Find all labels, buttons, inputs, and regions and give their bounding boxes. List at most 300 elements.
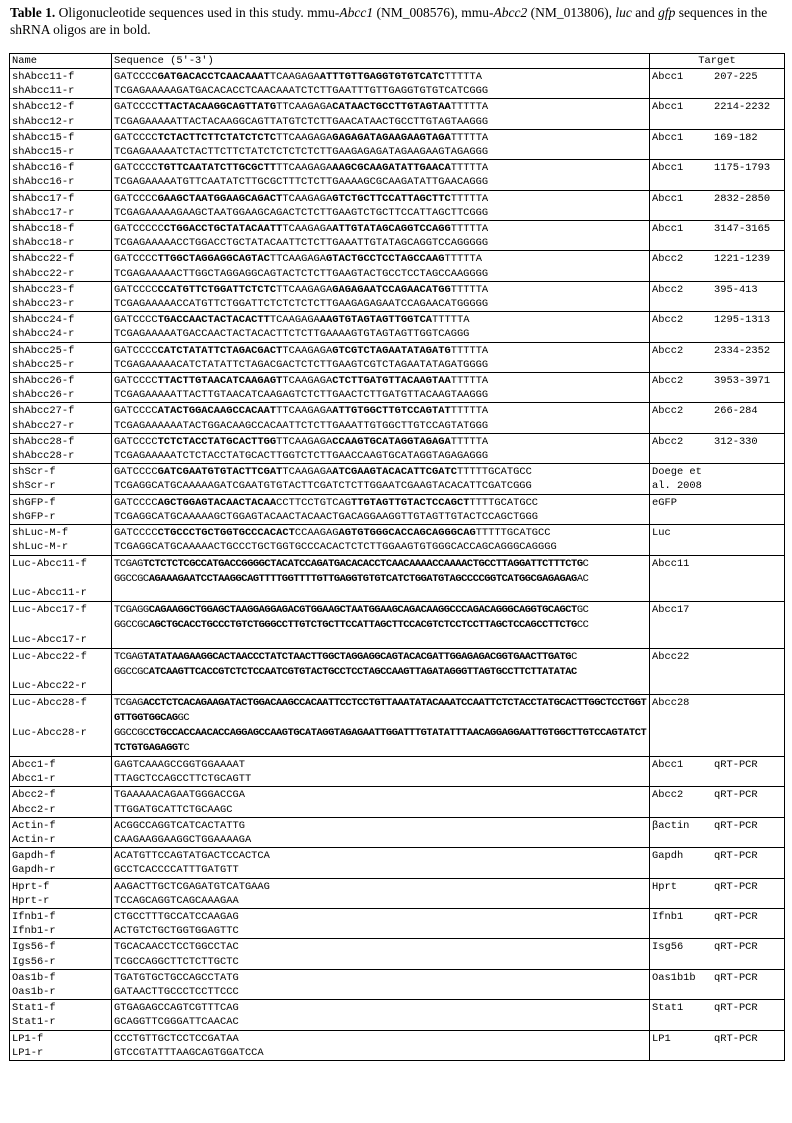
sequence-part: TTTTTA bbox=[450, 405, 489, 418]
bold-sequence: GTCTGCTTCCATTAGCTTC bbox=[332, 192, 451, 205]
bold-sequence: CTGCCACCAACACCAGGAGCCAAGTGCATAGGTAGAGAATTGGATTTGTATATTTAACAGGAGGAATTGTGGCTTGTCCAGTATCTTCTGTGAGAGGT bbox=[114, 727, 647, 754]
target-cell bbox=[650, 464, 785, 494]
sequence-part: TTTTTA bbox=[450, 375, 489, 388]
sequence-part: C bbox=[582, 557, 589, 570]
bold-sequence: TTGGCTAGGAGGCAGTAC bbox=[157, 253, 270, 266]
target-cell bbox=[650, 757, 785, 787]
target-info: 1295-1313 bbox=[714, 314, 771, 327]
sequence-part: GATCCCC bbox=[114, 496, 158, 509]
forward-sequence bbox=[114, 696, 647, 726]
table-row bbox=[10, 878, 785, 908]
oligo-name: Gapdh-f bbox=[12, 850, 56, 863]
oligo-name: shAbcc17-f bbox=[12, 192, 75, 205]
table-row bbox=[10, 555, 785, 602]
table-row bbox=[10, 464, 785, 494]
oligo-name-cell bbox=[10, 342, 112, 372]
target-cell bbox=[650, 281, 785, 311]
sequence-cell bbox=[112, 129, 650, 159]
sequence-part: TTTTTA bbox=[450, 344, 489, 357]
oligo-name-cell bbox=[10, 251, 112, 281]
oligo-name: Actin-r bbox=[12, 834, 56, 847]
sequence-part: TTTTTGCATGCC bbox=[456, 466, 532, 479]
sequence-part: GATCCCC bbox=[114, 344, 158, 357]
oligo-name-cell bbox=[10, 878, 112, 908]
oligo-name: shAbcc22-r bbox=[12, 267, 75, 280]
oligo-name-cell bbox=[10, 281, 112, 311]
sequence-part: TTCAAGAGA bbox=[276, 405, 333, 418]
table-row bbox=[10, 969, 785, 999]
forward-sequence bbox=[114, 131, 647, 145]
table-row bbox=[10, 909, 785, 939]
reverse-primer: GCAGGTTCGGGATTCAACAC bbox=[114, 1016, 239, 1029]
sequence-part: TCGAG bbox=[114, 557, 143, 570]
target-name: Gapdh bbox=[652, 850, 684, 863]
table-row bbox=[10, 1000, 785, 1030]
reverse-primer: TTGGATGCATTCTGCAAGC bbox=[114, 803, 233, 816]
caption-text: and bbox=[631, 5, 659, 20]
sequence-cell bbox=[112, 1000, 650, 1030]
sequence-part: TCGAG bbox=[114, 697, 143, 709]
target-cell bbox=[650, 848, 785, 878]
sequence-part: TCAAGAGA bbox=[282, 223, 333, 236]
target-name: Abcc2 bbox=[652, 283, 684, 296]
target-name: Abcc2 bbox=[652, 789, 684, 802]
target-name: Abcc2 bbox=[652, 405, 684, 418]
caption-gene: Abcc2 bbox=[493, 5, 528, 20]
forward-sequence bbox=[114, 252, 647, 266]
bold-sequence: CATAACTGCCTTGTAGTAA bbox=[332, 101, 451, 114]
sequence-cell bbox=[112, 251, 650, 281]
target-info: 266-284 bbox=[714, 405, 758, 418]
oligo-name: shAbcc11-f bbox=[12, 71, 75, 83]
bold-sequence: TTGTAGTTGTACTCCAGCT bbox=[350, 496, 470, 509]
sequence-part: TCAAGAGA bbox=[282, 344, 333, 357]
target-cell bbox=[650, 1030, 785, 1060]
oligo-name-cell bbox=[10, 464, 112, 494]
forward-primer: GAGTCAAAGCCGGTGGAAAAT bbox=[114, 759, 245, 771]
target-cell bbox=[650, 403, 785, 433]
sequence-part: GATCCCC bbox=[114, 466, 158, 479]
reverse-sequence bbox=[114, 665, 647, 680]
oligo-name: Hprt-f bbox=[12, 880, 50, 893]
sequence-cell bbox=[112, 373, 650, 403]
sequence-cell bbox=[112, 787, 650, 817]
sequence-cell bbox=[112, 878, 650, 908]
oligo-name: Abcc2-f bbox=[12, 789, 56, 802]
table-row bbox=[10, 939, 785, 969]
oligo-name: Luc-Abcc17-r bbox=[12, 633, 87, 646]
target-name: Doege et al. 2008 bbox=[652, 466, 702, 493]
oligo-name: Luc-Abcc28-f bbox=[12, 697, 87, 709]
sequence-part: AC bbox=[576, 572, 589, 585]
target-name: Abcc28 bbox=[652, 697, 690, 709]
sequence-part: GC bbox=[177, 712, 190, 724]
oligo-name: Abcc2-r bbox=[12, 803, 56, 816]
target-name: Abcc22 bbox=[652, 650, 690, 663]
oligo-name-cell bbox=[10, 190, 112, 220]
sequence-part: TTCAAGAGA bbox=[276, 283, 333, 296]
reverse-sequence: TCGAGAAAAAGAAGCTAATGGAAGCAGACTCTCTTGAAGTCTGCTTCCATTAGCTTCGGG bbox=[114, 206, 489, 219]
target-info: qRT-PCR bbox=[714, 880, 758, 893]
oligo-name: LP1-f bbox=[12, 1032, 44, 1045]
oligo-name: shScr-f bbox=[12, 466, 56, 479]
sequence-part: GATCCCC bbox=[114, 192, 158, 205]
oligo-name-cell bbox=[10, 939, 112, 969]
target-name: Stat1 bbox=[652, 1002, 684, 1015]
oligo-name: shAbcc22-f bbox=[12, 253, 75, 266]
table-caption bbox=[10, 4, 782, 38]
sequence-cell bbox=[112, 757, 650, 787]
target-name: Abcc1 bbox=[652, 192, 684, 205]
bold-sequence: TTACTTGTAACATCAAGAGT bbox=[157, 375, 283, 388]
oligo-name: LP1-r bbox=[12, 1046, 44, 1059]
bold-sequence: TCTACTTCTTCTATCTCTC bbox=[157, 131, 277, 144]
sequence-part: TCAAGAGA bbox=[269, 314, 320, 327]
sequence-part: GATCCCC bbox=[114, 527, 158, 540]
reverse-sequence: TCGAGAAAAATCTACTTCTTCTATCTCTCTCTCTTGAAGAGAGATAGAAGAAGTAGAGGG bbox=[114, 146, 489, 159]
sequence-part: GATCCCC bbox=[114, 314, 158, 327]
forward-sequence bbox=[114, 526, 647, 540]
target-name: βactin bbox=[652, 819, 690, 832]
oligo-name: shAbcc12-r bbox=[12, 115, 75, 128]
reverse-primer: TCGCCAGGCTTCTCTTGCTC bbox=[114, 955, 239, 968]
sequence-part: C bbox=[183, 742, 190, 754]
reverse-sequence: TCGAGAAAAACCTGGACCTGCTATACAATTCTCTTGAAATTGTATAGCAGGTCCAGGGGG bbox=[114, 237, 489, 250]
forward-primer: TGATGTGCTGCCAGCCTATG bbox=[114, 971, 239, 984]
target-cell bbox=[650, 525, 785, 555]
forward-primer: GTGAGAGCCAGTCGTTTCAG bbox=[114, 1002, 239, 1015]
target-info: 169-182 bbox=[714, 131, 758, 144]
oligo-name-cell bbox=[10, 817, 112, 847]
oligo-name: Hprt-r bbox=[12, 894, 50, 907]
oligo-name: shAbcc16-r bbox=[12, 176, 75, 189]
oligo-name-cell bbox=[10, 757, 112, 787]
table-row bbox=[10, 281, 785, 311]
sequence-part: TTTTTA bbox=[450, 131, 489, 144]
bold-sequence: AGAAAGAATCCTAAGGCAGTTTTGGTTTTGTTGAGGTGTGTCATCTGGATGTAGCCCCGGTCATGGCGAGAGAG bbox=[148, 572, 577, 585]
forward-sequence bbox=[114, 650, 647, 665]
target-info: qRT-PCR bbox=[714, 789, 758, 802]
sequence-part: GATCCCC bbox=[114, 253, 158, 266]
target-info: 207-225 bbox=[714, 71, 758, 83]
oligo-name: shGFP-r bbox=[12, 510, 56, 523]
caption-label: Table 1. bbox=[10, 5, 56, 20]
oligo-name: shAbcc26-f bbox=[12, 375, 75, 388]
table-row bbox=[10, 695, 785, 757]
target-name: Abcc1 bbox=[652, 71, 684, 83]
sequence-part: GATCCCC bbox=[114, 131, 158, 144]
spacer bbox=[12, 572, 109, 587]
oligo-name: Ifnb1-r bbox=[12, 925, 56, 938]
oligo-name: Gapdh-r bbox=[12, 864, 56, 877]
sequence-cell bbox=[112, 848, 650, 878]
table-row bbox=[10, 525, 785, 555]
reverse-sequence bbox=[114, 726, 647, 756]
sequence-part: TTCAAGAGA bbox=[276, 435, 333, 448]
sequence-cell bbox=[112, 312, 650, 342]
sequence-cell bbox=[112, 695, 650, 757]
forward-primer: ACATGTTCCAGTATGACTCCACTCA bbox=[114, 850, 270, 863]
sequence-part: GC bbox=[576, 604, 589, 616]
target-name: Abcc17 bbox=[652, 604, 690, 616]
oligo-name: Luc-Abcc22-f bbox=[12, 650, 87, 663]
sequence-part: TTTTTA bbox=[450, 223, 489, 236]
target-name: LP1 bbox=[652, 1032, 671, 1045]
table-row bbox=[10, 848, 785, 878]
oligo-name-cell bbox=[10, 69, 112, 99]
oligo-name: Oas1b-r bbox=[12, 986, 56, 999]
oligo-name: shLuc-M-f bbox=[12, 527, 69, 540]
bold-sequence: CCATGTTCTGGATTCTCTC bbox=[157, 283, 277, 296]
sequence-part: GATCCCC bbox=[114, 375, 158, 388]
oligo-name: Abcc1-f bbox=[12, 759, 56, 771]
sequence-part: TTTTTA bbox=[432, 314, 470, 327]
oligo-name-cell bbox=[10, 312, 112, 342]
target-name: Abcc1 bbox=[652, 101, 684, 114]
target-name: Abcc11 bbox=[652, 557, 690, 570]
sequence-part: GATCCCC bbox=[114, 71, 158, 83]
forward-sequence bbox=[114, 283, 647, 297]
oligo-name: Luc-Abcc11-r bbox=[12, 587, 87, 599]
reverse-sequence: TCGAGAAAAACTTGGCTAGGAGGCAGTACTCTCTTGAAGTACTGCCTCCTAGCCAAGGGG bbox=[114, 267, 489, 280]
forward-primer: CTGCCTTTGCCATCCAAGAG bbox=[114, 911, 239, 924]
table-row bbox=[10, 160, 785, 190]
target-info: 2334-2352 bbox=[714, 344, 771, 357]
reverse-primer: TTAGCTCCAGCCTTCTGCAGTT bbox=[114, 773, 252, 786]
bold-sequence: AAGCGCAAGATATTGAACA bbox=[332, 162, 451, 175]
forward-sequence bbox=[114, 557, 647, 572]
sequence-part: TTCAAGAGA bbox=[276, 101, 333, 114]
table-row bbox=[10, 251, 785, 281]
bold-sequence: AGTGTGGGCACCAGCAGGGCAG bbox=[338, 527, 476, 540]
bold-sequence: CCAAGTGCATAGGTAGAGA bbox=[332, 435, 451, 448]
reverse-sequence bbox=[114, 572, 647, 587]
table-row bbox=[10, 648, 785, 695]
bold-sequence: AGCTGCACCTGCCCTGTCTGGGCCTTGTCTGCTTCCATTAGCTTCCACGTCTCCTCCTTAGCTCCAGCCTTCTG bbox=[148, 619, 577, 631]
oligo-name: shAbcc18-r bbox=[12, 237, 75, 250]
target-name: Hprt bbox=[652, 880, 677, 893]
target-cell bbox=[650, 648, 785, 695]
reverse-sequence: TCGAGAAAAATCTCTACCTATGCACTTGGTCTCTTGAACCAAGTGCATAGGTAGAGAGGG bbox=[114, 450, 489, 463]
oligo-name-cell bbox=[10, 555, 112, 602]
sequence-cell bbox=[112, 817, 650, 847]
sequence-cell bbox=[112, 909, 650, 939]
caption-gene: luc bbox=[615, 5, 632, 20]
target-name: Abcc2 bbox=[652, 344, 684, 357]
target-cell bbox=[650, 878, 785, 908]
bold-sequence: GATCGAATGTGTACTTCGAT bbox=[157, 466, 283, 479]
target-cell bbox=[650, 129, 785, 159]
oligo-name-cell bbox=[10, 373, 112, 403]
forward-sequence bbox=[114, 374, 647, 388]
bold-sequence: GAGAGAATCCAGAACATGG bbox=[332, 283, 451, 296]
target-cell bbox=[650, 817, 785, 847]
oligo-name: Luc-Abcc22-r bbox=[12, 680, 87, 692]
bold-sequence: TGTTCAATATCTTGCGCTT bbox=[157, 162, 277, 175]
target-cell bbox=[650, 69, 785, 99]
target-cell bbox=[650, 695, 785, 757]
caption-text: Oligonucleotide sequences used in this study. mmu- bbox=[55, 5, 340, 20]
target-info: 312-330 bbox=[714, 435, 758, 448]
reverse-primer: TCCAGCAGGTCAGCAAAGAA bbox=[114, 894, 239, 907]
forward-primer: ACGGCCAGGTCATCACTATTG bbox=[114, 819, 245, 832]
bold-sequence: TTACTACAAGGCAGTTATG bbox=[157, 101, 277, 114]
oligo-name: Abcc1-r bbox=[12, 773, 56, 786]
table-row bbox=[10, 129, 785, 159]
sequence-part: TTCAAGAGA bbox=[276, 162, 333, 175]
sequence-cell bbox=[112, 281, 650, 311]
sequence-part: CCTTCCTGTCAG bbox=[276, 496, 351, 509]
table-row bbox=[10, 342, 785, 372]
target-info: 3147-3165 bbox=[714, 223, 771, 236]
reverse-sequence: TCGAGAAAAATGACCAACTACTACACTTCTCTTGAAAAGTGTAGTAGTTGGTCAGGG bbox=[114, 328, 470, 341]
sequence-cell bbox=[112, 525, 650, 555]
oligo-name-cell bbox=[10, 909, 112, 939]
oligo-name: shAbcc28-f bbox=[12, 435, 75, 448]
oligo-name-cell bbox=[10, 494, 112, 524]
bold-sequence: CATCTATATTCTAGACGACT bbox=[157, 344, 283, 357]
bold-sequence: CTCTTGATGTTACAAGTAA bbox=[332, 375, 451, 388]
oligo-name: shGFP-f bbox=[12, 496, 56, 509]
reverse-sequence: TCGAGAAAAAATACTGGACAAGCCACAATTCTCTTGAAATTGTGGCTTGTCCAGTATGGG bbox=[114, 419, 489, 432]
sequence-cell bbox=[112, 342, 650, 372]
table-row bbox=[10, 403, 785, 433]
sequence-cell bbox=[112, 939, 650, 969]
forward-sequence bbox=[114, 603, 647, 618]
sequence-part: TCAAGAGA bbox=[282, 375, 333, 388]
target-cell bbox=[650, 602, 785, 649]
sequence-cell bbox=[112, 221, 650, 251]
oligo-name-cell bbox=[10, 403, 112, 433]
forward-sequence bbox=[114, 70, 647, 84]
target-cell bbox=[650, 787, 785, 817]
oligo-name-cell bbox=[10, 969, 112, 999]
target-name: Abcc1 bbox=[652, 759, 684, 771]
table-row bbox=[10, 757, 785, 787]
forward-primer: AAGACTTGCTCGAGATGTCATGAAG bbox=[114, 880, 270, 893]
oligo-name: shAbcc25-r bbox=[12, 358, 75, 371]
bold-sequence: TCTCTACCTATGCACTTGG bbox=[157, 435, 277, 448]
target-cell bbox=[650, 251, 785, 281]
target-info: qRT-PCR bbox=[714, 819, 758, 832]
forward-primer: CCCTGTTGCTCCTCCGATAA bbox=[114, 1032, 239, 1045]
target-info: 2832-2850 bbox=[714, 192, 771, 205]
oligo-name-cell bbox=[10, 129, 112, 159]
sequence-part: TCAAGAGA bbox=[282, 466, 333, 479]
sequence-part: TTTTTA bbox=[450, 435, 489, 448]
table-body bbox=[10, 69, 785, 1061]
bold-sequence: GTCGTCTAGAATATAGATG bbox=[332, 344, 451, 357]
table-row bbox=[10, 433, 785, 463]
oligo-name: Stat1-r bbox=[12, 1016, 56, 1029]
bold-sequence: CTGGACCTGCTATACAATT bbox=[163, 223, 283, 236]
oligo-name: shAbcc15-r bbox=[12, 146, 75, 159]
table-row bbox=[10, 221, 785, 251]
sequence-cell bbox=[112, 99, 650, 129]
sequence-cell bbox=[112, 969, 650, 999]
bold-sequence: GATGACACCTCAACAAAT bbox=[157, 71, 270, 83]
sequence-part: TTCAAGAGA bbox=[269, 253, 327, 266]
sequence-cell bbox=[112, 69, 650, 99]
target-info: qRT-PCR bbox=[714, 759, 758, 771]
oligo-name: shAbcc28-r bbox=[12, 450, 75, 463]
table-row bbox=[10, 787, 785, 817]
oligo-name: shAbcc26-r bbox=[12, 389, 75, 402]
sequence-part: GGCCGC bbox=[114, 619, 149, 631]
reverse-sequence: TCGAGGCATGCAAAAAGATCGAATGTGTACTTCGATCTCTTGGAATCGAAGTACACATTCGATCGGG bbox=[114, 480, 532, 493]
sequence-cell bbox=[112, 433, 650, 463]
oligo-name-cell bbox=[10, 695, 112, 757]
sequence-part: TCGAG bbox=[114, 650, 143, 663]
forward-sequence bbox=[114, 161, 647, 175]
target-cell bbox=[650, 433, 785, 463]
oligo-name: Oas1b-f bbox=[12, 971, 56, 984]
bold-sequence: CTGCCCTGCTGGTGCCCACACT bbox=[157, 527, 295, 540]
table-row bbox=[10, 817, 785, 847]
target-cell bbox=[650, 494, 785, 524]
target-cell bbox=[650, 160, 785, 190]
forward-primer: TGCACAACCTCCTGGCCTAC bbox=[114, 941, 239, 954]
sequence-part: TTTTTA bbox=[450, 162, 489, 175]
table-row bbox=[10, 1030, 785, 1060]
sequence-part: GATCCCCC bbox=[114, 223, 164, 236]
sequence-part: TTTTTA bbox=[450, 101, 489, 114]
oligo-name-cell bbox=[10, 848, 112, 878]
oligo-name: shAbcc23-r bbox=[12, 298, 75, 311]
sequence-part: GATCCCC bbox=[114, 405, 158, 418]
oligo-name: shAbcc12-f bbox=[12, 101, 75, 114]
sequence-cell bbox=[112, 494, 650, 524]
caption-text: (NM_008576), mmu- bbox=[373, 5, 494, 20]
reverse-sequence: TCGAGAAAAAGATGACACACCTCAACAAATCTCTTGAATTTGTTGAGGTGTGTCATCGGG bbox=[114, 85, 489, 98]
target-cell bbox=[650, 190, 785, 220]
reverse-sequence: TCGAGAAAAATTACTTGTAACATCAAGAGTCTCTTGAACTCTTGATGTTACAAGTAAGGG bbox=[114, 389, 489, 402]
oligo-name-cell bbox=[10, 1000, 112, 1030]
oligo-name: shAbcc24-f bbox=[12, 314, 75, 327]
target-info: qRT-PCR bbox=[714, 1002, 758, 1015]
table-row bbox=[10, 494, 785, 524]
reverse-sequence: TCGAGAAAAACCATGTTCTGGATTCTCTCTCTCTTGAAGAGAGAATCCAGAACATGGGGG bbox=[114, 298, 489, 311]
oligo-name: shAbcc11-r bbox=[12, 85, 75, 98]
bold-sequence: GTACTGCCTCCTAGCCAAG bbox=[326, 253, 445, 266]
sequence-cell bbox=[112, 190, 650, 220]
forward-sequence bbox=[114, 496, 647, 510]
target-cell bbox=[650, 221, 785, 251]
sequence-part: TTTTTA bbox=[450, 283, 489, 296]
bold-sequence: ATCGAAGTACACATTCGATC bbox=[332, 466, 457, 479]
target-info: qRT-PCR bbox=[714, 941, 758, 954]
bold-sequence: ATACTGGACAAGCCACAAT bbox=[157, 405, 277, 418]
sequence-cell bbox=[112, 555, 650, 602]
forward-sequence bbox=[114, 435, 647, 449]
reverse-primer: GTCCGTATTTAAGCAGTGGATCCA bbox=[114, 1046, 264, 1059]
oligo-name-cell bbox=[10, 221, 112, 251]
forward-sequence bbox=[114, 192, 647, 206]
target-name: Luc bbox=[652, 527, 671, 540]
sequence-part: GATCCCC bbox=[114, 101, 158, 114]
sequence-cell bbox=[112, 403, 650, 433]
oligo-name: shAbcc24-r bbox=[12, 328, 75, 341]
oligo-name: shLuc-M-r bbox=[12, 541, 69, 554]
bold-sequence: ATTTGTTGAGGTGTGTCATC bbox=[319, 71, 445, 83]
bold-sequence: AAGTGTAGTAGTTGGTCA bbox=[319, 314, 433, 327]
caption-text: (NM_013806), bbox=[527, 5, 616, 20]
caption-text: sequences in the shRNA oligos are in bold. bbox=[10, 5, 768, 37]
reverse-sequence bbox=[114, 618, 647, 633]
target-info: qRT-PCR bbox=[714, 1032, 758, 1045]
target-cell bbox=[650, 909, 785, 939]
table-row bbox=[10, 312, 785, 342]
